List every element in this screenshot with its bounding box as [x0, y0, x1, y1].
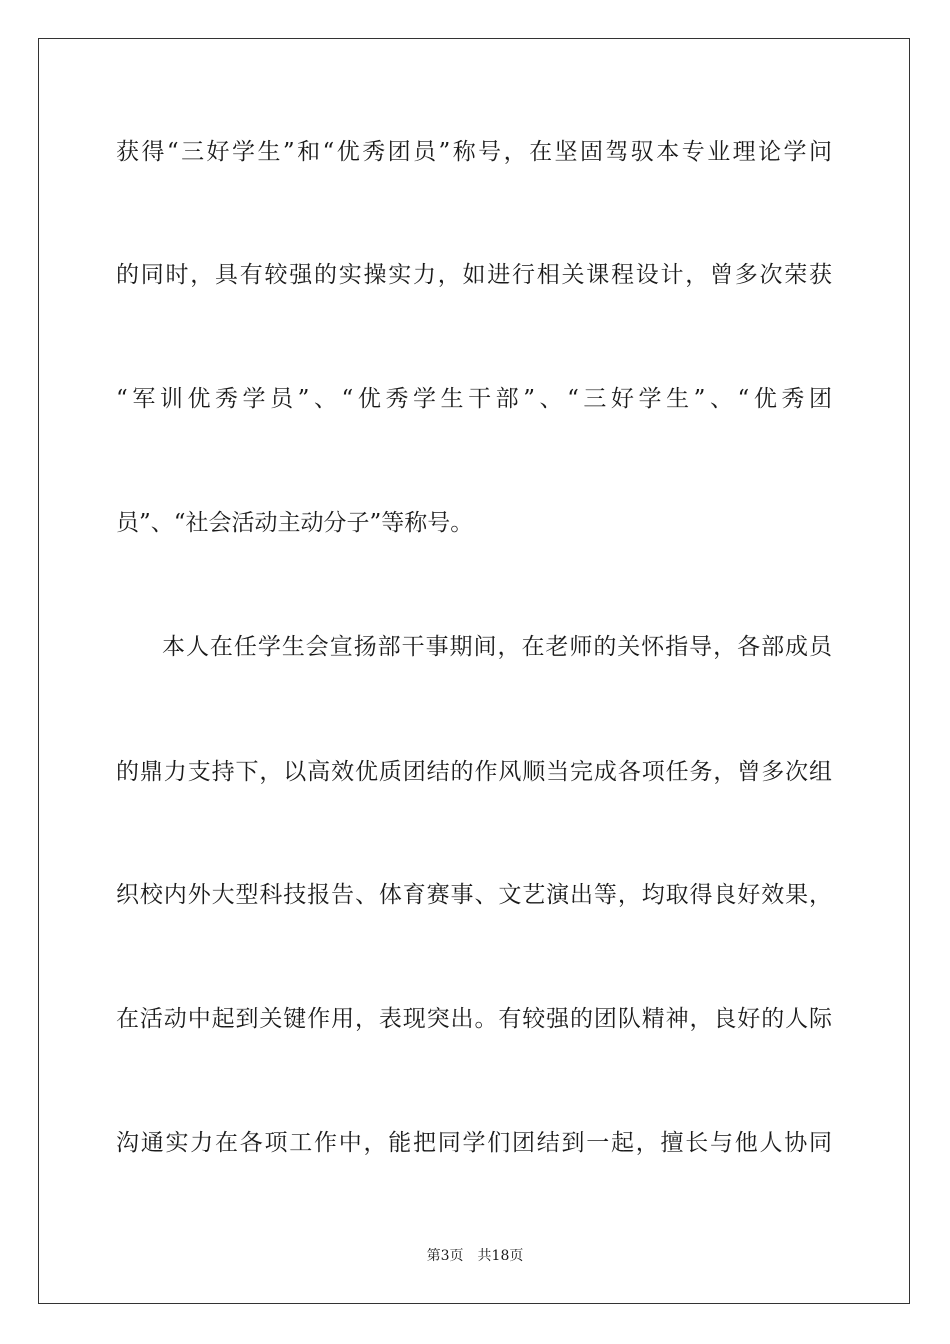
- text-line: 的鼎力支持下，以高效优质团结的作风顺当完成各项任务，曾多次组: [116, 759, 832, 785]
- page-number: 第3页 共18页: [426, 1248, 524, 1264]
- text-line: 的同时，具有较强的实操实力，如进行相关课程设计，曾多次荣获: [116, 262, 832, 288]
- page-border: [38, 38, 910, 1304]
- text-line: 在活动中起到关键作用，表现突出。有较强的团队精神，良好的人际: [116, 1006, 832, 1032]
- text-line: 本人在任学生会宣扬部干事期间，在老师的关怀指导，各部成员: [162, 634, 832, 660]
- text-line: 织校内外大型科技报告、体育赛事、文艺演出等，均取得良好效果，: [116, 882, 832, 908]
- text-line: “军训优秀学员”、“优秀学生干部”、“三好学生”、“优秀团: [116, 386, 832, 412]
- text-line: 沟通实力在各项工作中，能把同学们团结到一起，擅长与他人协同: [116, 1130, 832, 1156]
- text-line: 获得“三好学生”和“优秀团员”称号，在坚固驾驭本专业理论学问: [116, 139, 832, 165]
- text-line: 员”、“社会活动主动分子”等称号。: [116, 510, 474, 536]
